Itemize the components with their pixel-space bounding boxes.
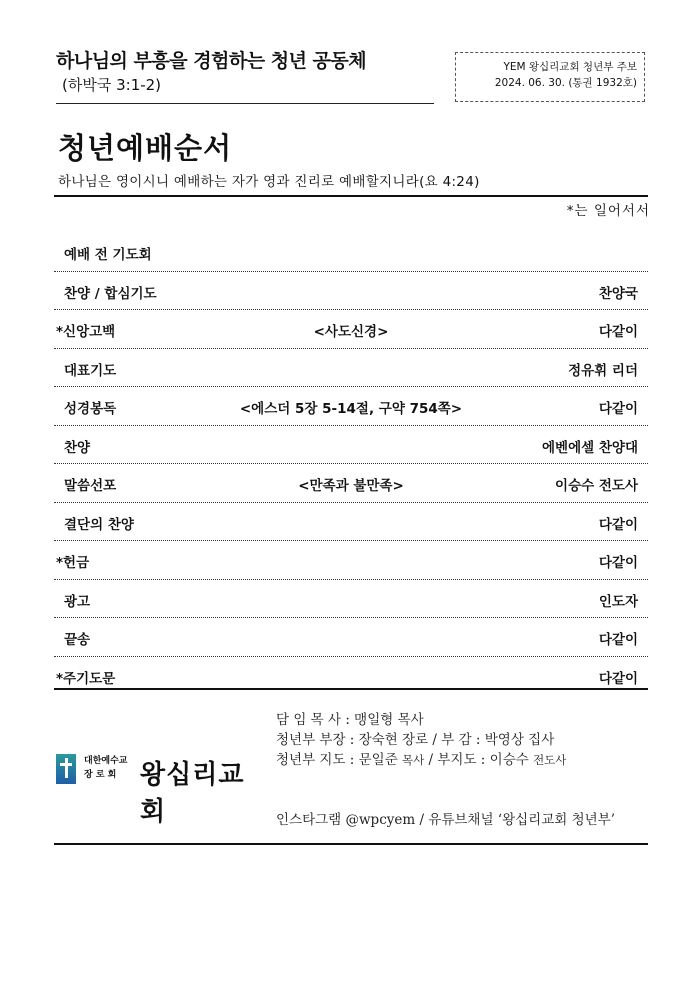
staff-line: 청년부 지도 : 문일준 목사 / 부지도 : 이승수 전도사 [276,752,567,768]
order-row [54,349,648,388]
church-logo [56,752,256,827]
order-item-name: 대표기도 [64,362,117,379]
stand-note: *는 일어서서 [566,203,650,219]
order-item-name: 광고 [64,593,91,610]
order-row [54,464,648,503]
order-item-leader: 다같이 [598,516,638,533]
order-item-name: 끝송 [64,632,91,648]
order-row [54,233,648,272]
order-item-name: 말씀선포 [64,478,117,494]
bulletin-name: YEM 왕십리교회 청년부 주보 [503,61,637,73]
order-item-leader: 다같이 [598,401,638,417]
order-item-name: 결단의 찬양 [64,516,134,533]
worship-order-list [54,233,648,694]
order-item-detail: <에스더 5장 5-14절, 구약 754쪽> [239,401,463,417]
order-item-name: *신앙고백 [56,324,116,340]
order-item-detail: <사도신경> [313,324,389,340]
scripture-verse: 하나님은 영이시니 예배하는 자가 영과 진리로 예배할지니라(요 4:24) [58,174,480,190]
order-item-leader: 다같이 [598,555,638,571]
order-item-leader: 에벤에셀 찬양대 [542,439,638,456]
order-row [54,618,648,657]
divider [54,688,648,690]
staff-line: 청년부 부장 : 장숙현 장로 / 부 감 : 박영상 집사 [276,732,555,748]
order-item-detail: <만족과 불만족> [298,478,404,494]
bulletin-date: 2024. 06. 30. (통권 1932호) [494,77,637,89]
order-item-leader: 이승수 전도사 [555,478,638,494]
order-item-name: *헌금 [56,555,90,571]
page-title: 청년예배순서 [58,131,233,165]
divider [54,843,648,845]
order-item-name: 찬양 / 합심기도 [64,285,157,302]
order-item-leader: 다같이 [598,670,638,687]
theme-reference: (하박국 3:1-2) [62,76,162,94]
order-item-name: 성경봉독 [64,401,117,417]
divider [54,195,648,197]
order-row [54,580,648,619]
order-row [54,272,648,311]
theme-underline [56,103,434,104]
staff-line: 담 임 목 사 : 맹일형 목사 [276,712,424,728]
bulletin-info-box [455,52,645,102]
order-row [54,503,648,542]
order-item-leader: 인도자 [598,593,638,610]
order-item-leader: 정유휘 리더 [568,362,638,379]
cross-icon [56,754,76,784]
order-item-leader: 찬양국 [598,285,638,302]
order-row [54,541,648,580]
theme-title: 하나님의 부흥을 경험하는 청년 공동체 [56,50,367,72]
order-item-name: 예배 전 기도회 [64,247,152,263]
order-row [54,387,648,426]
order-item-leader: 다같이 [598,324,638,340]
social-links: 인스타그램 @wpcyem / 유튜브채널 ‘왕십리교회 청년부’ [276,812,615,828]
staff-info [276,710,566,770]
order-row [54,426,648,465]
church-name: 왕십리교회 [140,760,245,827]
order-row [54,310,648,349]
theme-block [56,48,434,96]
order-item-name: 찬양 [64,439,91,456]
denomination-label: 대한예수교 장 로 회 [84,756,128,780]
order-item-leader: 다같이 [598,632,638,648]
order-item-name: *주기도문 [56,670,116,687]
